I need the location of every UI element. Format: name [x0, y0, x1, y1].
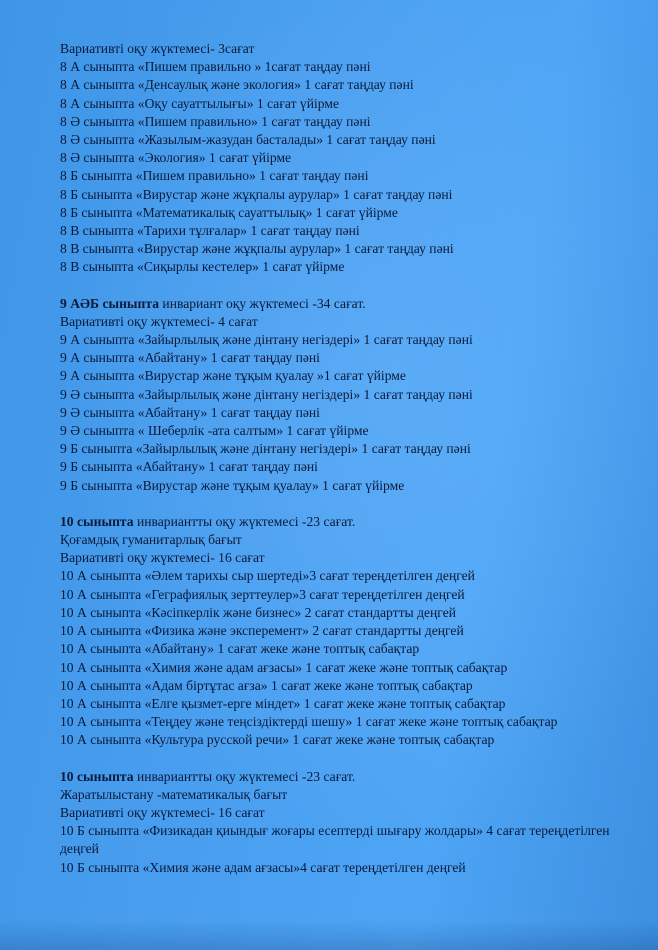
list-item: 10 Б сыныпта «Физикадан қиындығ жоғары есептерді шығару жолдары» 4 сағат тереңдетілген деңгей [60, 823, 610, 857]
block9-variative: Вариативті оқу жүктемесі- 4 сағат [60, 313, 258, 329]
list-item: 8 А сыныпта «Пишем правильно » 1сағат таңдау пәні [60, 59, 371, 75]
block10b-heading-rest: инвариантты оқу жүктемесі -23 сағат. [133, 768, 356, 784]
block9-heading-bold: 9 АӘБ сыныпта [60, 295, 160, 311]
block10b-heading [60, 768, 650, 786]
list-item: 8 В сыныпта «Сиқырлы кестелер» 1 сағат үйірме [60, 259, 345, 275]
list-item: 8 Ә сыныпта «Пишем правильно» 1 сағат таңдау пәні [60, 113, 371, 129]
block8-variative: Вариативті оқу жүктемесі- 3сағат [60, 41, 255, 56]
list-item: 10 А сыныпта «Әлем тарихы сыр шертеді»3 сағат тереңдетілген деңгей [60, 568, 475, 584]
list-item: 8 А сыныпта «Денсаулық және экология» 1 сағат таңдау пәні [60, 77, 414, 93]
list-item: 9 Ә сыныпта «Зайырлылық және дінтану негіздері» 1 сағат таңдау пәні [60, 386, 473, 402]
list-item: 10 А сыныпта «Адам біртұтас ағза» 1 сағат жеке және топтық сабақтар [60, 677, 473, 693]
list-item: 8 А сыныпта «Оқу сауаттылығы» 1 сағат үйірме [60, 95, 339, 111]
list-item: 8 Б сыныпта «Пишем правильно» 1 сағат таңдау пәні [60, 168, 369, 184]
list-item: 9 Б сыныпта «Вирустар және тұқым қуалау» 1 сағат үйірме [60, 477, 405, 493]
list-item: 9 Б сыныпта «Абайтану» 1 сағат таңдау пәні [60, 459, 318, 475]
block10a-heading-rest: инвариантты оқу жүктемесі -23 сағат. [133, 513, 356, 529]
block10a-heading [60, 513, 650, 531]
list-item: 10 А сыныпта «Геграфиялық зерттеулер»3 сағат тереңдетілген деңгей [60, 586, 465, 602]
list-item: 10 А сыныпта «Кәсіпкерлік және бизнес» 2 сағат стандартты деңгей [60, 604, 457, 620]
block10b-heading-bold: 10 сыныпта [60, 768, 134, 784]
list-item: 8 В сыныпта «Тарихи тұлғалар» 1 сағат таңдау пәні [60, 223, 360, 239]
block10a-heading-bold: 10 сыныпта [60, 513, 134, 529]
list-item: 9 Ә сыныпта « Шеберлік -ата салтым» 1 сағат үйірме [60, 423, 369, 439]
list-item: 10 А сыныпта «Теңдеу және теңсіздіктерді шешу» 1 сағат жеке және топтық сабақтар [60, 714, 558, 730]
block9-heading [60, 295, 650, 313]
block10b-variative: Вариативті оқу жүктемесі- 16 сағат [60, 804, 265, 820]
list-item: 8 Б сыныпта «Вирустар және жұқпалы аурулар» 1 сағат таңдау пәні [60, 186, 453, 202]
list-item: 10 А сыныпта «Физика және эксперемент» 2 сағат стандартты деңгей [60, 623, 464, 639]
list-item: 10 А сыныпта «Химия және адам ағзасы» 1 сағат жеке және топтық сабақтар [60, 659, 508, 675]
list-item: 8 Ә сыныпта «Жазылым-жазудан басталады» 1 сағат таңдау пәні [60, 132, 436, 148]
list-item: 8 Б сыныпта «Математикалық сауаттылық» 1 сағат үйірме [60, 204, 398, 220]
block10b-direction: Жаратылыстану -математикалық бағыт [60, 786, 288, 802]
block9-heading-rest: инвариант оқу жүктемесі -34 сағат. [159, 295, 366, 311]
list-item: 10 А сыныпта «Елге қызмет-ерге міндет» 1 сағат жеке және топтық сабақтар [60, 695, 506, 711]
block10a-direction: Қоғамдық гуманитарлық бағыт [60, 532, 242, 548]
list-item: 9 А сыныпта «Зайырлылық және дінтану негіздері» 1 сағат таңдау пәні [60, 332, 473, 348]
list-item: 10 Б сыныпта «Химия және адам ағзасы»4 сағат тереңдетілген деңгей [60, 859, 466, 875]
list-item: 9 Б сыныпта «Зайырлылық және дінтану негіздері» 1 сағат таңдау пәні [60, 441, 471, 457]
document-text [60, 40, 650, 877]
list-item: 9 Ә сыныпта «Абайтану» 1 сағат таңдау пәні [60, 404, 320, 420]
list-item: 10 А сыныпта «Абайтану» 1 сағат жеке және топтық сабақтар [60, 641, 420, 657]
list-item: 10 А сыныпта «Культура русской речи» 1 сағат жеке және топтық сабақтар [60, 732, 495, 748]
block10a-variative: Вариативті оқу жүктемесі- 16 сағат [60, 550, 265, 566]
list-item: 9 А сыныпта «Абайтану» 1 сағат таңдау пәні [60, 350, 320, 366]
list-item: 9 А сыныпта «Вирустар және тұқым қуалау »1 сағат үйірме [60, 368, 406, 384]
list-item: 8 В сыныпта «Вирустар және жұқпалы аурулар» 1 сағат таңдау пәні [60, 241, 454, 257]
page-edge-shadow [0, 920, 658, 950]
list-item: 8 Ә сыныпта «Экология» 1 сағат үйірме [60, 150, 292, 166]
